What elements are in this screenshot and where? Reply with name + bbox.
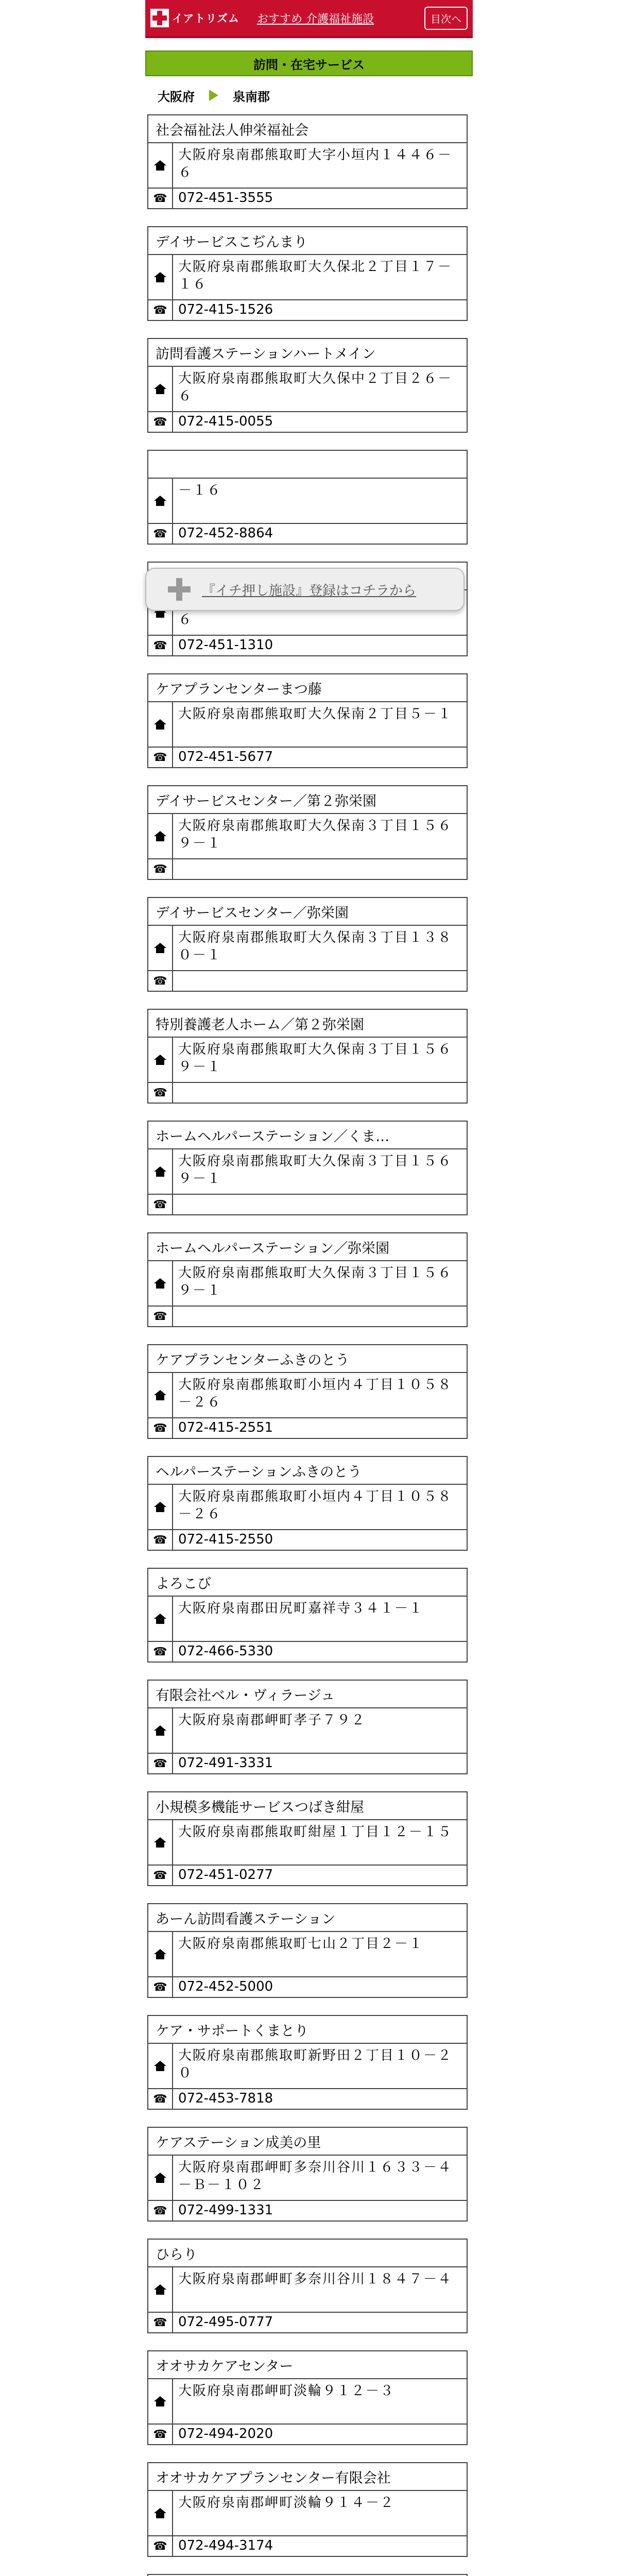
phone-icon: ☎: [148, 524, 173, 544]
facility-card[interactable]: [147, 673, 468, 768]
facility-phone[interactable]: 072-451-1310: [178, 637, 273, 653]
phone-icon: ☎: [148, 2425, 173, 2444]
facility-name[interactable]: 有限会社ベル・ヴィラージュ: [148, 1681, 467, 1708]
house-icon: [148, 1485, 173, 1529]
address-row: [148, 2491, 467, 2536]
facility-address: 大阪府泉南郡熊取町大久保北２丁目１７－１６: [178, 259, 453, 292]
section-title: 訪問・在宅サービス: [145, 50, 473, 76]
featured-registration-banner[interactable]: [145, 568, 465, 611]
house-icon: [148, 1149, 173, 1194]
phone-icon: ☎: [148, 2313, 173, 2332]
phone-icon: ☎: [148, 859, 173, 879]
facility-address: 大阪府泉南郡熊取町大久保南３丁目１５６９－１: [178, 1042, 453, 1075]
facility-name[interactable]: ケアステーション成美の里: [148, 2128, 467, 2156]
facility-card[interactable]: [147, 2239, 468, 2333]
phone-icon: ☎: [148, 2089, 173, 2109]
facility-name[interactable]: よろこび: [148, 1569, 467, 1597]
site-logo[interactable]: [150, 4, 239, 32]
facility-phone[interactable]: 072-452-5000: [178, 1979, 273, 1994]
facility-card[interactable]: [147, 450, 468, 545]
house-icon: [148, 814, 173, 858]
facility-address: 大阪府泉南郡熊取町小垣内４丁目１０５８－２６: [178, 1489, 453, 1522]
address-row: [148, 2044, 467, 2089]
facility-address: 大阪府泉南郡熊取町新野田２丁目１０－２０: [178, 2048, 453, 2081]
phone-icon: ☎: [148, 1307, 173, 1326]
phone-row: [148, 859, 467, 879]
facility-address: 大阪府泉南郡熊取町大久保南３丁目１５６９－１: [178, 1154, 453, 1187]
facility-phone[interactable]: 072-494-3174: [178, 2538, 273, 2553]
phone-row: [148, 1642, 467, 1662]
facility-phone[interactable]: [173, 1083, 467, 1103]
facility-phone[interactable]: 072-451-5677: [178, 749, 273, 765]
facility-card[interactable]: [147, 1903, 468, 1998]
facility-address: 大阪府泉南郡熊取町大字小垣内１４４６－６: [178, 147, 453, 180]
address-row: [148, 1932, 467, 1977]
address-row: [148, 926, 467, 971]
logo-text: イアトリズム: [172, 12, 239, 25]
house-icon: [148, 2156, 173, 2200]
facility-phone[interactable]: 072-415-2551: [178, 1420, 273, 1435]
facility-phone[interactable]: [173, 859, 467, 879]
address-row: [148, 702, 467, 748]
house-icon: [148, 1820, 173, 1865]
phone-icon: ☎: [148, 1642, 173, 1662]
address-row: [148, 2267, 467, 2313]
facility-phone[interactable]: 072-453-7818: [178, 2091, 273, 2106]
breadcrumb-district: 泉南郡: [233, 89, 270, 104]
facility-phone[interactable]: 072-491-3331: [178, 1755, 273, 1771]
address-row: [148, 143, 467, 189]
facility-phone[interactable]: 072-494-2020: [178, 2426, 273, 2442]
content-column: [145, 0, 473, 2576]
facility-card[interactable]: [147, 2015, 468, 2110]
facility-phone[interactable]: 072-415-0055: [178, 414, 273, 429]
facility-phone[interactable]: [173, 1307, 467, 1326]
facility-phone[interactable]: [173, 1195, 467, 1214]
facility-card[interactable]: [147, 114, 468, 209]
phone-icon: ☎: [148, 1754, 173, 1773]
address-row: [148, 479, 467, 524]
house-icon: [148, 926, 173, 970]
site-header: [145, 0, 473, 38]
house-icon: [148, 479, 173, 523]
facility-card[interactable]: [147, 2574, 468, 2576]
address-row: [148, 1820, 467, 1866]
plus-icon: [167, 577, 192, 602]
house-icon: [148, 1373, 173, 1417]
facility-name[interactable]: 訪問看護ステーションハートメイン: [148, 339, 467, 367]
facility-name[interactable]: [148, 451, 467, 479]
facility-card[interactable]: [147, 1344, 468, 1439]
facility-card[interactable]: [147, 1791, 468, 1886]
facility-phone[interactable]: 072-499-1331: [178, 2202, 273, 2218]
breadcrumb-prefecture[interactable]: 大阪府: [158, 89, 195, 104]
address-row: [148, 1038, 467, 1083]
facility-phone[interactable]: 072-415-1526: [178, 302, 273, 317]
phone-row: [148, 2313, 467, 2332]
breadcrumb-arrow-icon: [209, 90, 218, 101]
phone-row: [148, 1977, 467, 1997]
facility-card[interactable]: [147, 1121, 468, 1215]
phone-row: [148, 2536, 467, 2556]
phone-row: [148, 636, 467, 655]
house-icon: [148, 1597, 173, 1641]
phone-row: [148, 524, 467, 544]
facility-address: 大阪府泉南郡熊取町大久保南３丁目１５６９－１: [178, 1265, 453, 1298]
phone-row: [148, 412, 467, 432]
phone-row: [148, 1754, 467, 1773]
facility-name[interactable]: あーん訪問看護ステーション: [148, 1904, 467, 1932]
address-row: [148, 1708, 467, 1754]
facility-name[interactable]: ひらり: [148, 2240, 467, 2267]
facility-address: ６: [178, 612, 193, 628]
house-icon: [148, 1932, 173, 1976]
house-icon: [148, 2491, 173, 2535]
phone-icon: ☎: [148, 748, 173, 767]
phone-icon: ☎: [148, 189, 173, 208]
address-row: [148, 255, 467, 300]
facility-name[interactable]: 小規模多機能サービスつばき紺屋: [148, 1792, 467, 1820]
facility-phone[interactable]: 072-451-0277: [178, 1867, 273, 1883]
facility-address: －１６: [178, 483, 222, 498]
red-cross-logo-icon: [150, 9, 169, 27]
table-of-contents-button[interactable]: 目次へ: [424, 7, 468, 30]
phone-icon: ☎: [148, 1866, 173, 1885]
facility-name[interactable]: デイサービスセンター／弥栄園: [148, 898, 467, 926]
house-icon: [148, 1261, 173, 1306]
address-row: [148, 2379, 467, 2425]
phone-row: [148, 300, 467, 320]
phone-icon: ☎: [148, 300, 173, 320]
facility-address: 大阪府泉南郡岬町淡輪９１４－２: [178, 2495, 395, 2511]
phone-icon: ☎: [148, 1977, 173, 1997]
house-icon: [148, 255, 173, 299]
facility-card[interactable]: [147, 338, 468, 433]
facility-name[interactable]: ホームヘルパーステーション／弥栄園: [148, 1233, 467, 1261]
phone-row: [148, 2201, 467, 2221]
address-row: [148, 1149, 467, 1195]
house-icon: [148, 367, 173, 411]
facility-card[interactable]: [147, 2127, 468, 2222]
phone-icon: ☎: [148, 636, 173, 655]
facility-card[interactable]: [147, 226, 468, 321]
house-icon: [148, 1038, 173, 1082]
house-icon: [148, 2379, 173, 2424]
facility-name[interactable]: 社会福祉法人伸栄福祉会: [148, 115, 467, 143]
phone-row: [148, 2425, 467, 2444]
facility-card[interactable]: [147, 2462, 468, 2557]
facility-card[interactable]: [147, 2350, 468, 2445]
house-icon: [148, 702, 173, 747]
facility-phone[interactable]: 072-466-5330: [178, 1643, 273, 1659]
facility-address: 大阪府泉南郡熊取町大久保南３丁目１５６９－１: [178, 818, 453, 851]
facility-phone[interactable]: 072-452-8864: [178, 526, 273, 541]
address-row: [148, 1597, 467, 1642]
phone-row: [148, 1195, 467, 1214]
phone-row: [148, 748, 467, 767]
banner-text[interactable]: 『イチ押し施設』登録はコチラから: [202, 583, 417, 599]
address-row: [148, 1261, 467, 1307]
facility-address: 大阪府泉南郡熊取町七山２丁目２－１: [178, 1936, 424, 1952]
facility-name[interactable]: オオサカケアセンター: [148, 2351, 467, 2379]
phone-icon: ☎: [148, 412, 173, 432]
facility-phone[interactable]: 072-495-0777: [178, 2314, 273, 2330]
house-icon: [148, 2267, 173, 2312]
facility-address: 大阪府泉南郡熊取町大久保中２丁目２６－６: [178, 371, 453, 404]
facility-address: 大阪府泉南郡熊取町紺屋１丁目１２－１５: [178, 1824, 453, 1840]
phone-row: [148, 1866, 467, 1885]
address-row: [148, 1485, 467, 1530]
address-row: [148, 814, 467, 859]
phone-icon: ☎: [148, 1418, 173, 1438]
phone-icon: ☎: [148, 1530, 173, 1550]
phone-row: [148, 1307, 467, 1326]
facility-address: 大阪府泉南郡熊取町大久保南３丁目１３８０－１: [178, 930, 453, 963]
facility-name[interactable]: ホームヘルパーステーション／くま…: [148, 1122, 467, 1149]
facility-phone[interactable]: [173, 971, 467, 991]
facility-name[interactable]: ヘルパーステーションふきのとう: [148, 1457, 467, 1485]
phone-icon: ☎: [148, 2201, 173, 2221]
facility-name[interactable]: ケアプランセンターまつ藤: [148, 674, 467, 702]
house-icon: [148, 143, 173, 188]
recommended-facilities-link[interactable]: おすすめ 介護福祉施設: [256, 12, 374, 26]
facility-card[interactable]: [147, 1680, 468, 1774]
facility-card[interactable]: [147, 897, 468, 992]
facility-address: 大阪府泉南郡岬町淡輪９１２－３: [178, 2383, 395, 2399]
address-row: [148, 2156, 467, 2201]
facility-name[interactable]: デイサービスセンター／第２弥栄園: [148, 786, 467, 814]
facility-phone[interactable]: 072-451-3555: [178, 190, 273, 206]
facility-address: 大阪府泉南郡田尻町嘉祥寺３４１－１: [178, 1601, 424, 1616]
phone-icon: ☎: [148, 2536, 173, 2556]
facility-phone[interactable]: 072-415-2550: [178, 1532, 273, 1547]
breadcrumb: [145, 76, 473, 114]
phone-row: [148, 189, 467, 208]
facility-name[interactable]: デイサービスこぢんまり: [148, 227, 467, 255]
facility-card[interactable]: [147, 1568, 468, 1663]
address-row: [148, 367, 467, 412]
address-row: [148, 1373, 467, 1418]
phone-row: [148, 971, 467, 991]
phone-icon: ☎: [148, 1083, 173, 1103]
facility-address: 大阪府泉南郡熊取町小垣内４丁目１０５８－２６: [178, 1377, 453, 1410]
facility-address: 大阪府泉南郡熊取町大久保南２丁目５－１: [178, 706, 453, 722]
facility-card[interactable]: [147, 1232, 468, 1327]
phone-row: [148, 1083, 467, 1103]
facility-name[interactable]: ケア・サポートくまとり: [148, 2016, 467, 2044]
phone-icon: ☎: [148, 971, 173, 991]
facility-name[interactable]: オオサカケアプランセンター有限会社: [148, 2463, 467, 2491]
phone-row: [148, 2089, 467, 2109]
house-icon: [148, 1708, 173, 1753]
facility-card[interactable]: [147, 1009, 468, 1104]
house-icon: [148, 2044, 173, 2088]
facility-card[interactable]: [147, 1456, 468, 1551]
facility-card[interactable]: [147, 785, 468, 880]
phone-icon: ☎: [148, 1195, 173, 1214]
facility-address: 大阪府泉南郡岬町多奈川谷川１８４７－４: [178, 2272, 453, 2287]
phone-row: [148, 1418, 467, 1438]
phone-row: [148, 1530, 467, 1550]
facility-address: 大阪府泉南郡岬町多奈川谷川１６３３－４－Ｂ－１０２: [178, 2160, 453, 2193]
facility-name[interactable]: 特別養護老人ホーム／第２弥栄園: [148, 1010, 467, 1038]
facility-address: 大阪府泉南郡岬町孝子７９２: [178, 1713, 366, 1728]
facility-name[interactable]: ケアプランセンターふきのとう: [148, 1345, 467, 1373]
